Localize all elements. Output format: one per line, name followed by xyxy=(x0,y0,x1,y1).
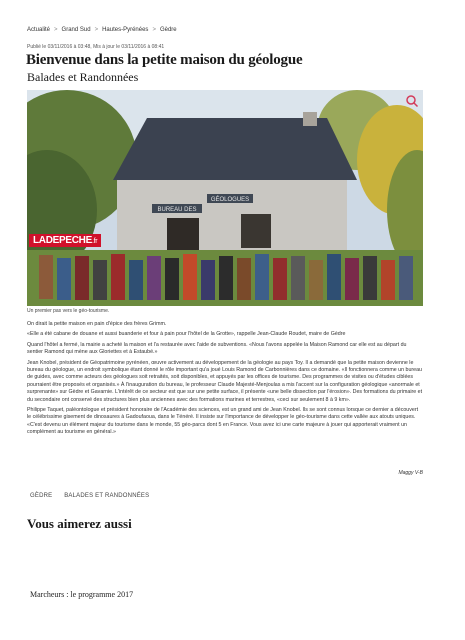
group-of-people xyxy=(39,254,413,300)
breadcrumb-item-gedre[interactable]: Gèdre xyxy=(159,27,177,33)
article-title: Bienvenue dans la petite maison du géologue xyxy=(26,52,303,68)
article-section[interactable]: Balades et Randonnées xyxy=(27,70,139,84)
paragraph: «Elle a été cabane de douane et aussi buanderie et four à pain pour l'hôtel de la Grotte», rappelle Jean-Claude Roudet, maire de Gèdre xyxy=(27,331,346,338)
breadcrumb-item-grand-sud[interactable]: Grand Sud xyxy=(61,27,91,33)
breadcrumb-separator: > xyxy=(54,27,58,33)
publication-date: Publié le 03/11/2016 à 03:48, Mis à jour le 03/11/2016 à 08:41 xyxy=(27,44,165,50)
article-photo[interactable] xyxy=(27,90,423,306)
breadcrumb-item-hautes-pyrenees[interactable]: Hautes-Pyrénées xyxy=(102,27,149,33)
paragraph: Jean Knobel, président de Géopatrimoine pyrénéen, œuvre activement au développement de la géologie au pays Toy. Il a demandé que la petite maison devienne le bureau du géologue, un endroit symbolique étant donné le rôle important qu'a joué Louis Ramond de Carbonnières dans ce domaine. «Il fonctionnera comme un bureau de guides, avec comme acteurs des géologues soit retraités, soit disponibles, et appuyés par les offices de tourisme. Des programmes de visites ou d'études ciblées pourraient être proposés et organisés.» À l'inauguration du bureau, le professeur Claude Majesté-Menjoulas a mis l'accent sur la configuration géologique «anormale et surprenante» sur Gèdre et Gavarnie. L'intérêt de ce secteur est que sur une petite surface, il présente «une belle dissection par l'érosion». Des formations du primaire et du secondaire ont conservé des structures bien plus anciennes avec des formations marines et terrestres, «ceci sur seulement 8 à 9 km». xyxy=(27,359,423,403)
paragraph: On dirait la petite maison en pain d'épice des frères Grimm. xyxy=(27,321,167,327)
breadcrumb xyxy=(27,27,177,33)
breadcrumb-separator: > xyxy=(94,27,99,33)
sign-bureau: BUREAU DES xyxy=(157,207,197,213)
breadcrumb-separator: > xyxy=(152,27,156,33)
breadcrumb-item-actualite[interactable]: Actualité xyxy=(27,27,51,33)
article-body xyxy=(27,321,423,437)
tag-list xyxy=(30,493,159,499)
article-author: Maggy V-B xyxy=(398,470,423,476)
tag-balades-randonnees[interactable]: BALADES ET RANDONNÉES xyxy=(64,493,150,499)
ladepeche-logo: LADEPECHE.fr xyxy=(29,234,101,247)
sign-geologues: GÉOLOGUES xyxy=(210,197,250,203)
photo-scene xyxy=(27,90,423,306)
paragraph: Philippe Taquet, paléontologue et président honoraire de l'Académie des sciences, est un grand ami de Jean Knobel. Ils se sont connus lorsque ce dernier a découvert le célébrissime gisement de dinosaures à Gadoufaoua, dans le Ténéré. Il insiste sur l'importance de développer le géo-tourisme dans cette vallée aux atouts uniques. «C'est devenu un élément majeur du tourisme dans le monde, 55 géo-parcs dont 5 en France. Vous avez ici une carte majeure à jouer qui apporterait vraiment un complément au tourisme en général.» xyxy=(27,407,419,436)
zoom-icon[interactable] xyxy=(405,94,419,108)
related-heading: Vous aimerez aussi xyxy=(27,516,132,531)
paragraph: Quand l'hôtel a fermé, la mairie a acheté la maison et l'a restaurée avec l'aide de subventions. «Nous l'avons appelée la Maison Ramond car elle est au départ du sentier Ramond qui mène aux Gloriettes et à Estaubé.» xyxy=(27,341,407,356)
tag-gedre[interactable]: GÈDRE xyxy=(30,493,53,499)
photo-caption: Un premier pas vers le géo-tourisme. xyxy=(27,308,110,314)
related-article-link[interactable]: Marcheurs : le programme 2017 xyxy=(30,590,134,599)
